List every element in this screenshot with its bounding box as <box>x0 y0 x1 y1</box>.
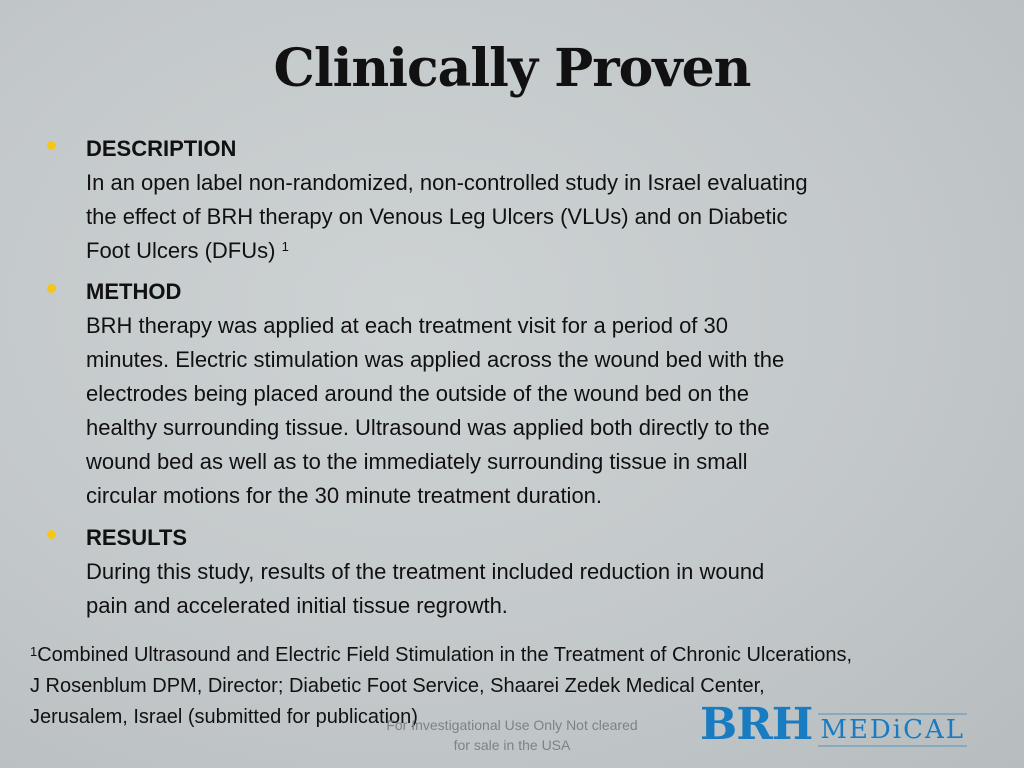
section-heading: RESULTS <box>86 525 188 550</box>
text-line: electrodes being placed around the outside of the wound bed on the <box>86 381 749 406</box>
brh-medical-logo <box>700 699 967 750</box>
text-line: pain and accelerated initial tissue regrowth. <box>86 593 508 618</box>
text-line <box>86 234 808 268</box>
bullet-icon <box>47 141 56 150</box>
logo-brh: BRH <box>700 699 813 750</box>
section-description <box>86 132 808 268</box>
text-line: the effect of BRH therapy on Venous Leg Ulcers (VLUs) and on Diabetic <box>86 204 788 229</box>
logo-medical: MEDiCAL <box>820 715 966 745</box>
text-line: healthy surrounding tissue. Ultrasound was applied both directly to the <box>86 415 770 440</box>
bullet-icon <box>47 284 56 293</box>
text-line: In an open label non-randomized, non-controlled study in Israel evaluating <box>86 170 808 195</box>
slide-title: Clinically Proven <box>273 38 751 99</box>
disclaimer-line: for sale in the USA <box>453 737 571 753</box>
bullet-icon <box>47 530 56 539</box>
text-line: circular motions for the 30 minute treatment duration. <box>86 483 603 508</box>
section-results <box>86 521 764 623</box>
section-method <box>86 275 784 513</box>
reference-line: J Rosenblum DPM, Director; Diabetic Foot Service, Shaarei Zedek Medical Center, <box>30 675 765 697</box>
text-line: BRH therapy was applied at each treatment visit for a period of 30 <box>86 313 729 338</box>
section-heading: DESCRIPTION <box>86 136 237 161</box>
footnote-marker: 1 <box>281 239 289 254</box>
text-line: During this study, results of the treatment included reduction in wound <box>86 559 765 584</box>
text-line: wound bed as well as to the immediately surrounding tissue in small <box>86 449 748 474</box>
text-span: Foot Ulcers (DFUs) <box>86 238 276 263</box>
reference-line: Combined Ultrasound and Electric Field Stimulation in the Treatment of Chronic Ulcerations, <box>37 644 853 666</box>
section-heading: METHOD <box>86 279 182 304</box>
disclaimer-line: For Investigational Use Only Not cleared <box>386 717 638 733</box>
text-line: minutes. Electric stimulation was applied across the wound bed with the <box>86 347 785 372</box>
footnote-marker: 1 <box>30 644 38 659</box>
reference-line: Jerusalem, Israel (submitted for publication) <box>30 706 418 728</box>
disclaimer <box>362 715 662 755</box>
